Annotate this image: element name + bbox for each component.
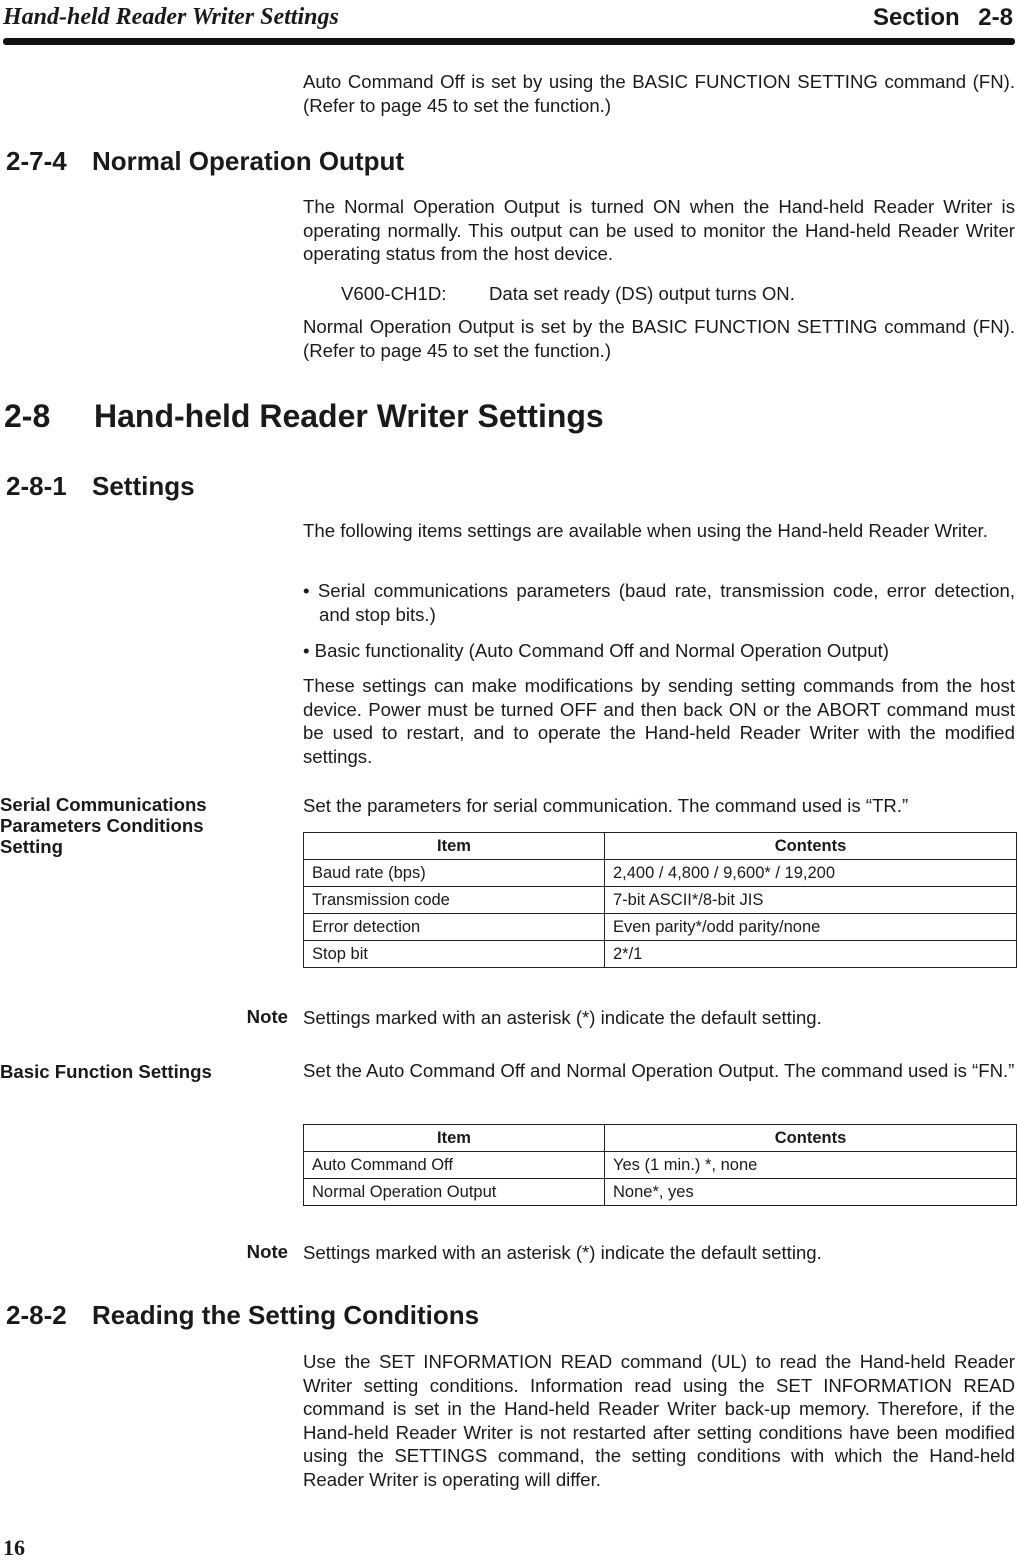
table-header-row bbox=[304, 1125, 1017, 1152]
table-cell-contents: Yes (1 min.) *, none bbox=[605, 1152, 1017, 1179]
table-cell-item: Baud rate (bps) bbox=[304, 860, 605, 887]
intro-paragraph: Auto Command Off is set by using the BASIC FUNCTION SETTING command (FN). (Refer to page 45 to set the function.) bbox=[303, 71, 1015, 116]
running-header-title: Hand-held Reader Writer Settings bbox=[3, 4, 339, 30]
section-title: Normal Operation Output bbox=[92, 146, 404, 176]
normal-operation-setting-paragraph: Normal Operation Output is set by the BASIC FUNCTION SETTING command (FN). (Refer to page 45 to set the function.) bbox=[303, 316, 1015, 361]
bullet-basic-functionality: • Basic functionality (Auto Command Off and Normal Operation Output) bbox=[303, 640, 889, 661]
bullet-serial-params: • Serial communications parameters (baud rate, transmission code, error detection, and stop bits.) bbox=[303, 580, 1015, 625]
settings-intro-paragraph: The following items settings are available when using the Hand-held Reader Writer. bbox=[303, 520, 988, 541]
section-heading-2-8-1 bbox=[6, 471, 195, 502]
table-header-contents: Contents bbox=[605, 1125, 1017, 1152]
page-number: 16 bbox=[3, 1535, 25, 1560]
side-label-serial bbox=[0, 794, 207, 857]
table-cell-contents: None*, yes bbox=[605, 1179, 1017, 1206]
model-description: Data set ready (DS) output turns ON. bbox=[489, 283, 795, 304]
settings-modification-paragraph: These settings can make modifications by sending setting commands from the host device. Power must be turned OFF and then back ON or the ABORT command must be used to restart, and to operate the Hand-held Reader Writer with the modified settings. bbox=[303, 675, 1015, 767]
table-cell-item: Normal Operation Output bbox=[304, 1179, 605, 1206]
table-header-row bbox=[304, 833, 1017, 860]
table-cell-item: Transmission code bbox=[304, 887, 605, 914]
model-line bbox=[341, 282, 1011, 306]
side-label-basic: Basic Function Settings bbox=[0, 1061, 212, 1082]
table-row bbox=[304, 1152, 1017, 1179]
table-cell-contents: 2*/1 bbox=[605, 941, 1017, 968]
reading-conditions-paragraph: Use the SET INFORMATION READ command (UL) to read the Hand-held Reader Writer setting conditions. Information read using the SET INFORMATION READ command is set in the Hand-held Reader Writer back-up memory. Therefore, if the Hand-held Reader Writer is not restarted after setting conditions have been modified using the SETTINGS command, the setting conditions with which the Hand-held Reader Writer is operating will differ. bbox=[303, 1351, 1015, 1490]
table-cell-contents: 2,400 / 4,800 / 9,600* / 19,200 bbox=[605, 860, 1017, 887]
section-number: 2-7-4 bbox=[6, 146, 67, 176]
side-label-line: Parameters Conditions bbox=[0, 815, 204, 836]
section-title: Settings bbox=[92, 471, 195, 501]
table-row bbox=[304, 887, 1017, 914]
side-label-line: Serial Communications bbox=[0, 794, 207, 815]
basic-paragraph: Set the Auto Command Off and Normal Operation Output. The command used is “FN.” bbox=[303, 1060, 1015, 1081]
note-label: Note bbox=[246, 1006, 288, 1027]
table-cell-item: Auto Command Off bbox=[304, 1152, 605, 1179]
running-header-section: Section 2-8 bbox=[872, 4, 1013, 31]
section-heading-2-7-4 bbox=[6, 146, 404, 177]
side-label-line: Setting bbox=[0, 836, 64, 857]
table-row bbox=[304, 914, 1017, 941]
section-heading-2-8 bbox=[4, 398, 604, 435]
table-header-item: Item bbox=[304, 833, 605, 860]
section-title: Hand-held Reader Writer Settings bbox=[94, 398, 604, 434]
section-number: 2-8-1 bbox=[6, 471, 67, 501]
model-name: V600-CH1D: bbox=[341, 283, 447, 304]
serial-paragraph: Set the parameters for serial communication. The command used is “TR.” bbox=[303, 795, 909, 816]
note-text: Settings marked with an asterisk (*) indicate the default setting. bbox=[303, 1242, 822, 1263]
table-header-contents: Contents bbox=[605, 833, 1017, 860]
serial-parameters-table bbox=[303, 832, 1017, 968]
section-number: 2-8-2 bbox=[6, 1300, 67, 1330]
header-rule bbox=[3, 38, 1015, 45]
table-cell-item: Error detection bbox=[304, 914, 605, 941]
table-cell-contents: Even parity*/odd parity/none bbox=[605, 914, 1017, 941]
table-cell-item: Stop bit bbox=[304, 941, 605, 968]
table-row bbox=[304, 860, 1017, 887]
section-title: Reading the Setting Conditions bbox=[92, 1300, 480, 1330]
table-row bbox=[304, 941, 1017, 968]
note-label: Note bbox=[246, 1241, 288, 1262]
normal-operation-paragraph: The Normal Operation Output is turned ON when the Hand-held Reader Writer is operating normally. This output can be used to monitor the Hand-held Reader Writer operating status from the host device. bbox=[303, 196, 1015, 264]
note-text: Settings marked with an asterisk (*) indicate the default setting. bbox=[303, 1007, 822, 1028]
basic-function-table bbox=[303, 1124, 1017, 1206]
table-row bbox=[304, 1179, 1017, 1206]
table-cell-contents: 7-bit ASCII*/8-bit JIS bbox=[605, 887, 1017, 914]
table-header-item: Item bbox=[304, 1125, 605, 1152]
section-number: 2-8 bbox=[4, 398, 51, 434]
section-heading-2-8-2 bbox=[6, 1300, 479, 1331]
